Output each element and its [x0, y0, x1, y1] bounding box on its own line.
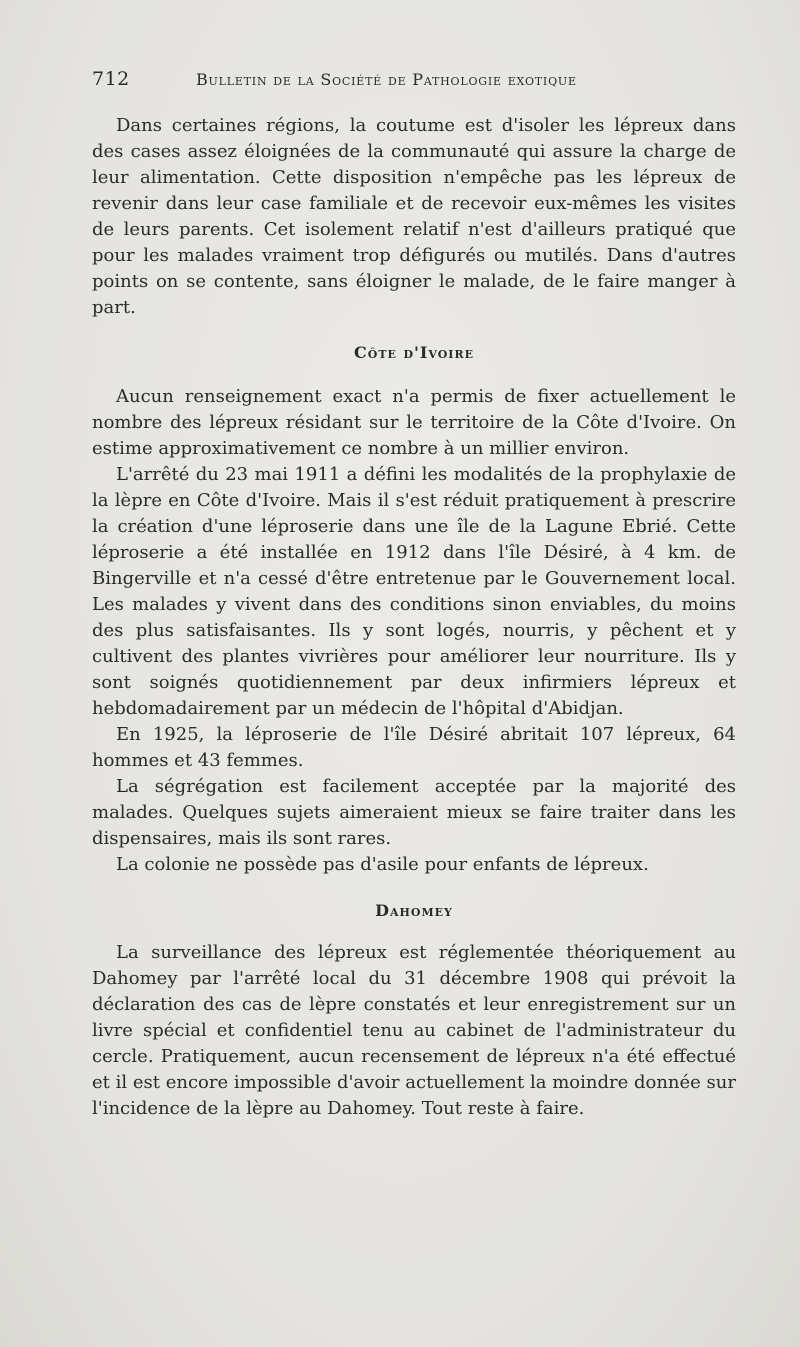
paragraph: L'arrêté du 23 mai 1911 a défini les modalités de la prophylaxie de la lèpre en Côte d'Ivoire. Mais il s'est réduit pratiquement à prescrire la création d'une léproserie dans une île de la Lagune Ebrié. Cette léproserie a été installée en 1912 dans l'île Désiré, à 4 km. de Bingerville et n'a cessé d'être entretenue par le Gouvernement local. Les malades y vivent dans des conditions sinon enviables, du moins des plus satisfaisantes. Ils y sont logés, nourris, y pêchent et y cultivent des plantes vivrières pour améliorer leur nourriture. Ils y sont soignés quotidiennement par deux infirmiers lépreux et hebdomadairement par un médecin de l'hôpital d'Abidjan.: [92, 464, 736, 719]
paragraph: La colonie ne possède pas d'asile pour enfants de lépreux.: [116, 854, 649, 875]
paragraph: La surveillance des lépreux est réglementée théoriquement au Dahomey par l'arrêté local du 31 décembre 1908 qui prévoit la déclaration des cas de lèpre constatés et leur enregistrement sur un livre spécial et confidentiel tenu au cabinet de l'administrateur du cercle. Pratiquement, aucun recensement de lépreux n'a été effectué et il est encore impossible d'avoir actuellement la moindre donnée sur l'incidence de la lèpre au Dahomey. Tout reste à faire.: [92, 942, 736, 1119]
section-heading-dahomey: Dahomey: [375, 901, 453, 920]
paragraph: En 1925, la léproserie de l'île Désiré abritait 107 lépreux, 64 hommes et 43 femmes.: [92, 724, 736, 771]
section-heading-cote-divoire: Côte d'Ivoire: [354, 343, 474, 362]
paragraph: Aucun renseignement exact n'a permis de fixer actuellement le nombre des lépreux résidant sur le territoire de la Côte d'Ivoire. On estime approximativement ce nombre à un millier environ.: [92, 386, 736, 459]
paragraph: Dans certaines régions, la coutume est d'isoler les lépreux dans des cases assez éloignées de la communauté qui assure la charge de leur alimentation. Cette disposition n'empêche pas les lépreux de revenir dans leur case familiale et de recevoir eux-mêmes les visites de leurs parents. Cet isolement relatif n'est d'ailleurs pratiqué que pour les malades vraiment trop défigurés ou mutilés. Dans d'autres points on se contente, sans éloigner le malade, de le faire manger à part.: [92, 115, 736, 318]
running-title: Bulletin de la Société de Pathologie exotique: [196, 70, 577, 89]
page-header: [92, 64, 732, 94]
page-number: 712: [92, 68, 130, 90]
body-text: [92, 113, 736, 1122]
paragraph: La ségrégation est facilement acceptée par la majorité des malades. Quelques sujets aimeraient mieux se faire traiter dans les dispensaires, mais ils sont rares.: [92, 776, 736, 849]
